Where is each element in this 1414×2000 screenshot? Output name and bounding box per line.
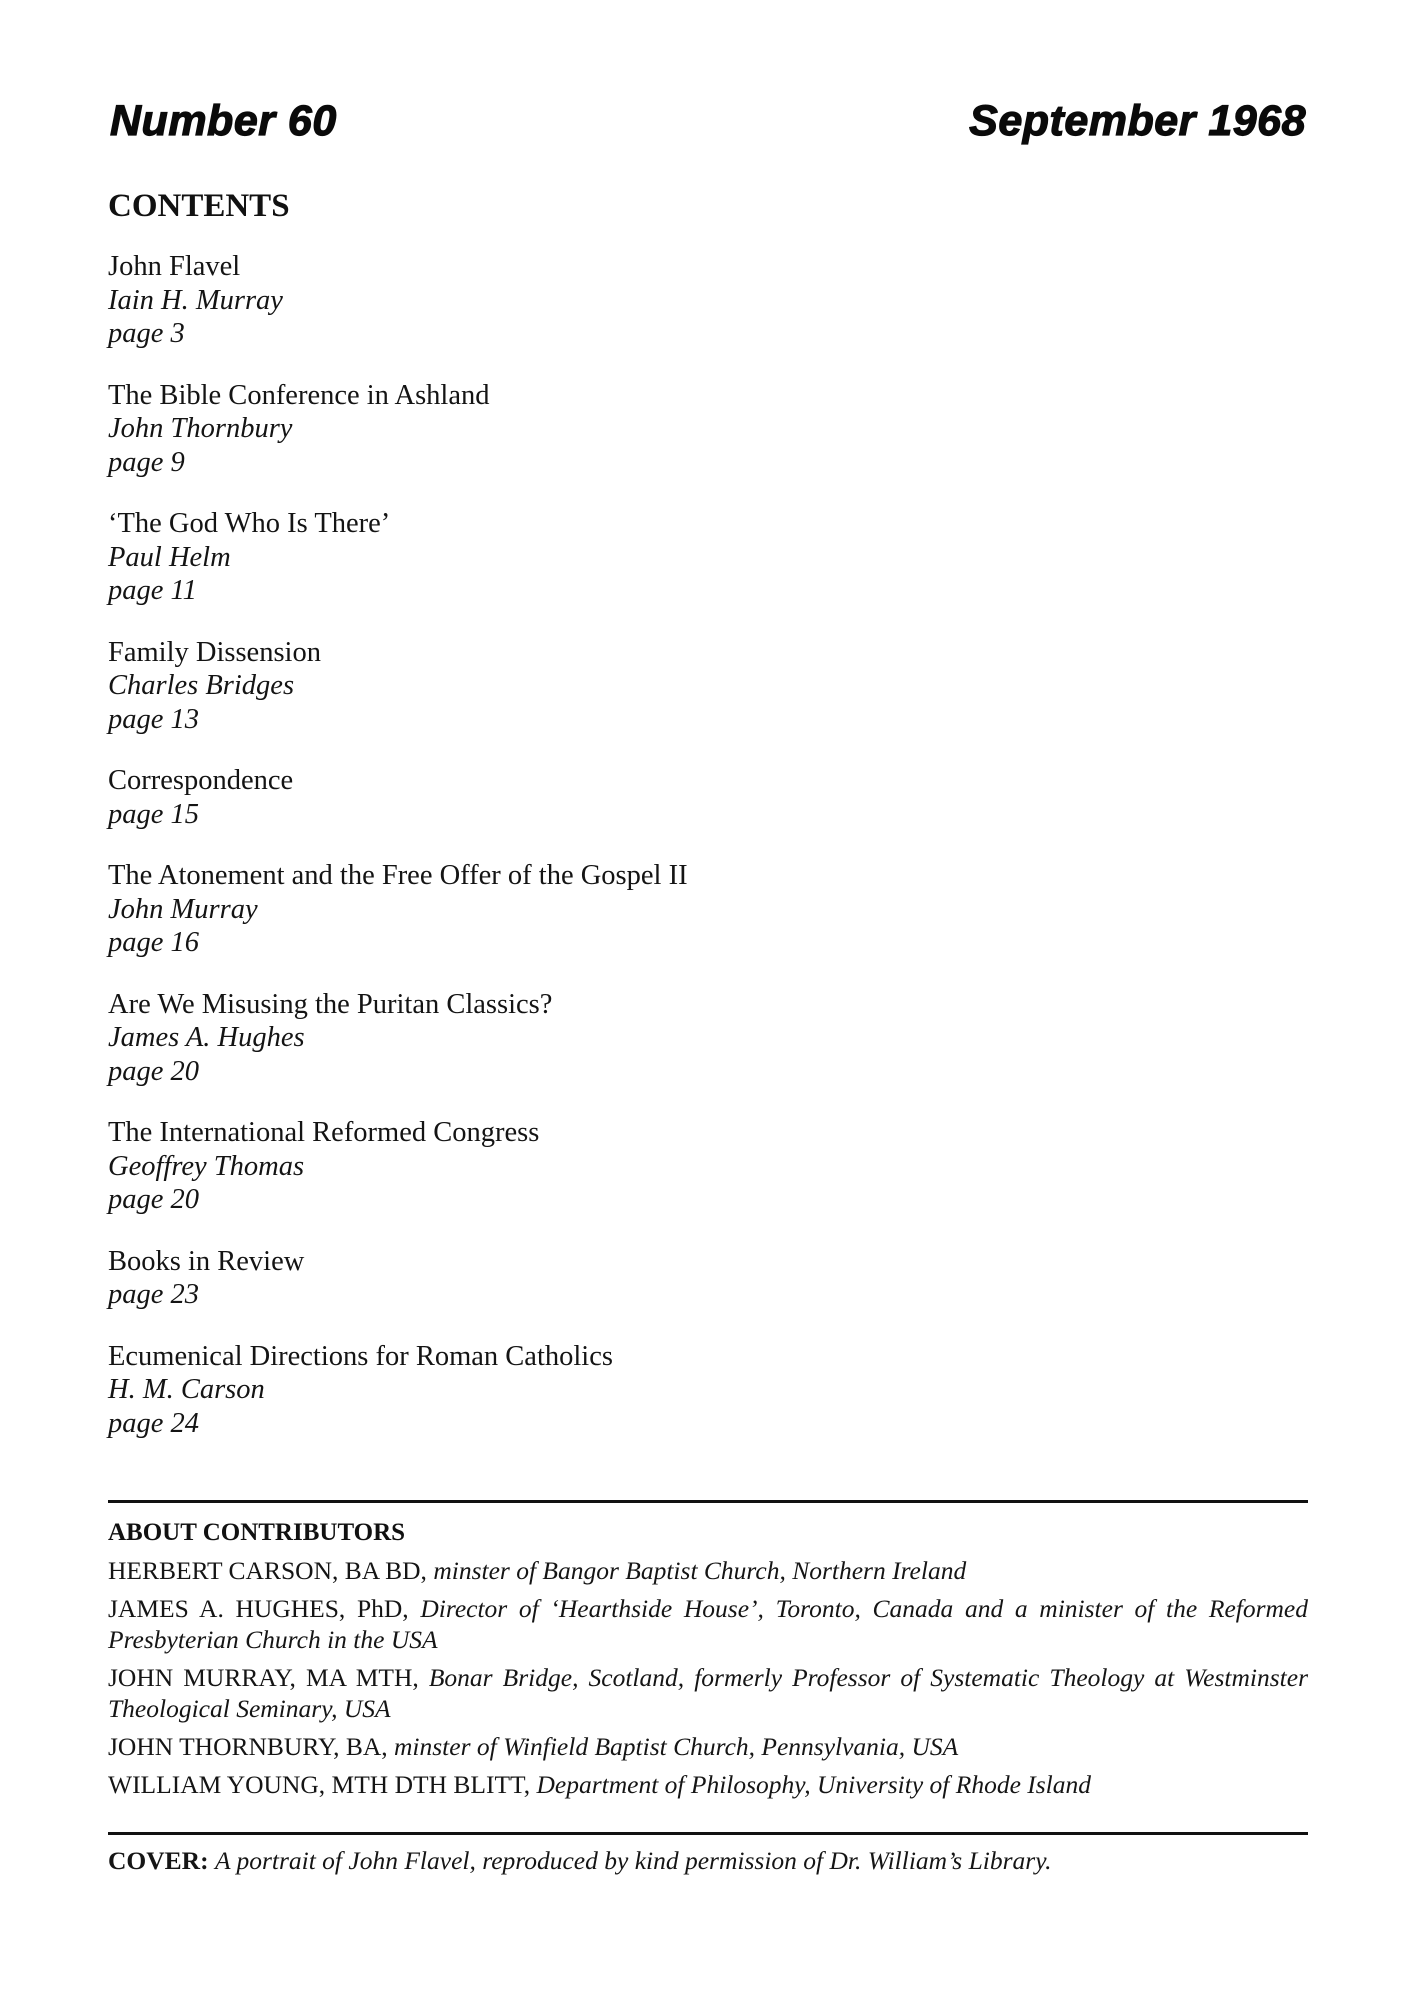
toc-entry (108, 988, 1308, 1089)
article-author: James A. Hughes (108, 1022, 305, 1053)
contributors-heading: ABOUT CONTRIBUTORS (108, 1519, 406, 1546)
toc-entry (108, 507, 1308, 608)
contributor-entry (108, 1555, 1308, 1586)
contributor-description: Department of Philosophy, University of Rhode Island (536, 1770, 1092, 1799)
cover-description: A portrait of John Flavel, reproduced by kind permission of Dr. William’s Library. (214, 1846, 1052, 1875)
article-author: Iain H. Murray (108, 284, 283, 316)
toc-entry (108, 1116, 1308, 1217)
toc-entry (108, 379, 1308, 480)
article-page: page 20 (108, 1055, 200, 1087)
issue-date: September 1968 (969, 97, 1306, 145)
article-author: Charles Bridges (108, 670, 295, 701)
table-of-contents (108, 250, 1308, 1468)
article-title: John Flavel (108, 251, 241, 282)
article-title: Books in Review (108, 1245, 305, 1277)
toc-entry (108, 1245, 1308, 1312)
toc-entry (108, 859, 1308, 960)
article-page: page 15 (108, 798, 200, 830)
toc-entry (108, 764, 1308, 831)
article-page: page 9 (108, 446, 185, 478)
article-title: Correspondence (108, 765, 294, 796)
contributor-description: Director of ‘Hearthside House’, Toronto, Canada and a minister of the Reformed Presbyterian Church in the USA (108, 1594, 1309, 1654)
toc-entry (108, 636, 1308, 737)
cover-note (108, 1845, 1308, 1877)
article-author: Geoffrey Thomas (108, 1150, 305, 1182)
article-author: John Thornbury (108, 413, 293, 444)
section-divider (108, 1500, 1308, 1503)
contributor-entry (108, 1731, 1308, 1762)
contributor-name: JOHN MURRAY, MA MTH, (108, 1663, 419, 1692)
toc-entry (108, 250, 1308, 351)
contributor-name: JOHN THORNBURY, BA, (108, 1732, 388, 1761)
contributors-list (108, 1555, 1308, 1800)
article-title: Are We Misusing the Puritan Classics? (108, 988, 553, 1020)
article-page: page 13 (108, 703, 200, 735)
contents-heading: CONTENTS (108, 188, 290, 224)
contributor-description: minster of Bangor Baptist Church, Northern Ireland (433, 1556, 967, 1585)
contributor-name: HERBERT CARSON, BA BD, (108, 1556, 427, 1585)
article-page: page 3 (108, 318, 185, 349)
contributor-description: Bonar Bridge, Scotland, formerly Professor of Systematic Theology at Westminster Theological Seminary, USA (108, 1663, 1308, 1723)
contributor-entry (108, 1662, 1308, 1724)
about-contributors (108, 1517, 1308, 1807)
issue-number: Number 60 (110, 97, 337, 145)
article-title: The International Reformed Congress (108, 1117, 540, 1148)
article-title: Ecumenical Directions for Roman Catholics (108, 1340, 613, 1372)
contributor-name: JAMES A. HUGHES, PhD, (108, 1594, 409, 1623)
article-author: John Murray (108, 893, 258, 925)
article-title: ‘The God Who Is There’ (108, 508, 391, 539)
article-page: page 16 (108, 927, 200, 958)
contributor-name: WILLIAM YOUNG, MTH DTH BLITT, (108, 1770, 531, 1799)
article-page: page 20 (108, 1184, 200, 1215)
article-author: H. M. Carson (108, 1374, 265, 1405)
article-title: The Atonement and the Free Offer of the Gospel II (108, 860, 688, 891)
article-page: page 23 (108, 1279, 200, 1310)
article-page: page 11 (108, 575, 197, 606)
cover-label: COVER: (108, 1846, 209, 1875)
article-author: Paul Helm (108, 541, 231, 573)
contributor-entry (108, 1769, 1308, 1800)
article-title: The Bible Conference in Ashland (108, 379, 490, 411)
contributor-description: minster of Winfield Baptist Church, Pennsylvania, USA (394, 1732, 959, 1761)
section-divider (108, 1832, 1308, 1835)
masthead (108, 96, 1308, 146)
article-page: page 24 (108, 1407, 200, 1439)
article-title: Family Dissension (108, 636, 321, 668)
toc-entry (108, 1340, 1308, 1441)
contributor-entry (108, 1593, 1308, 1655)
